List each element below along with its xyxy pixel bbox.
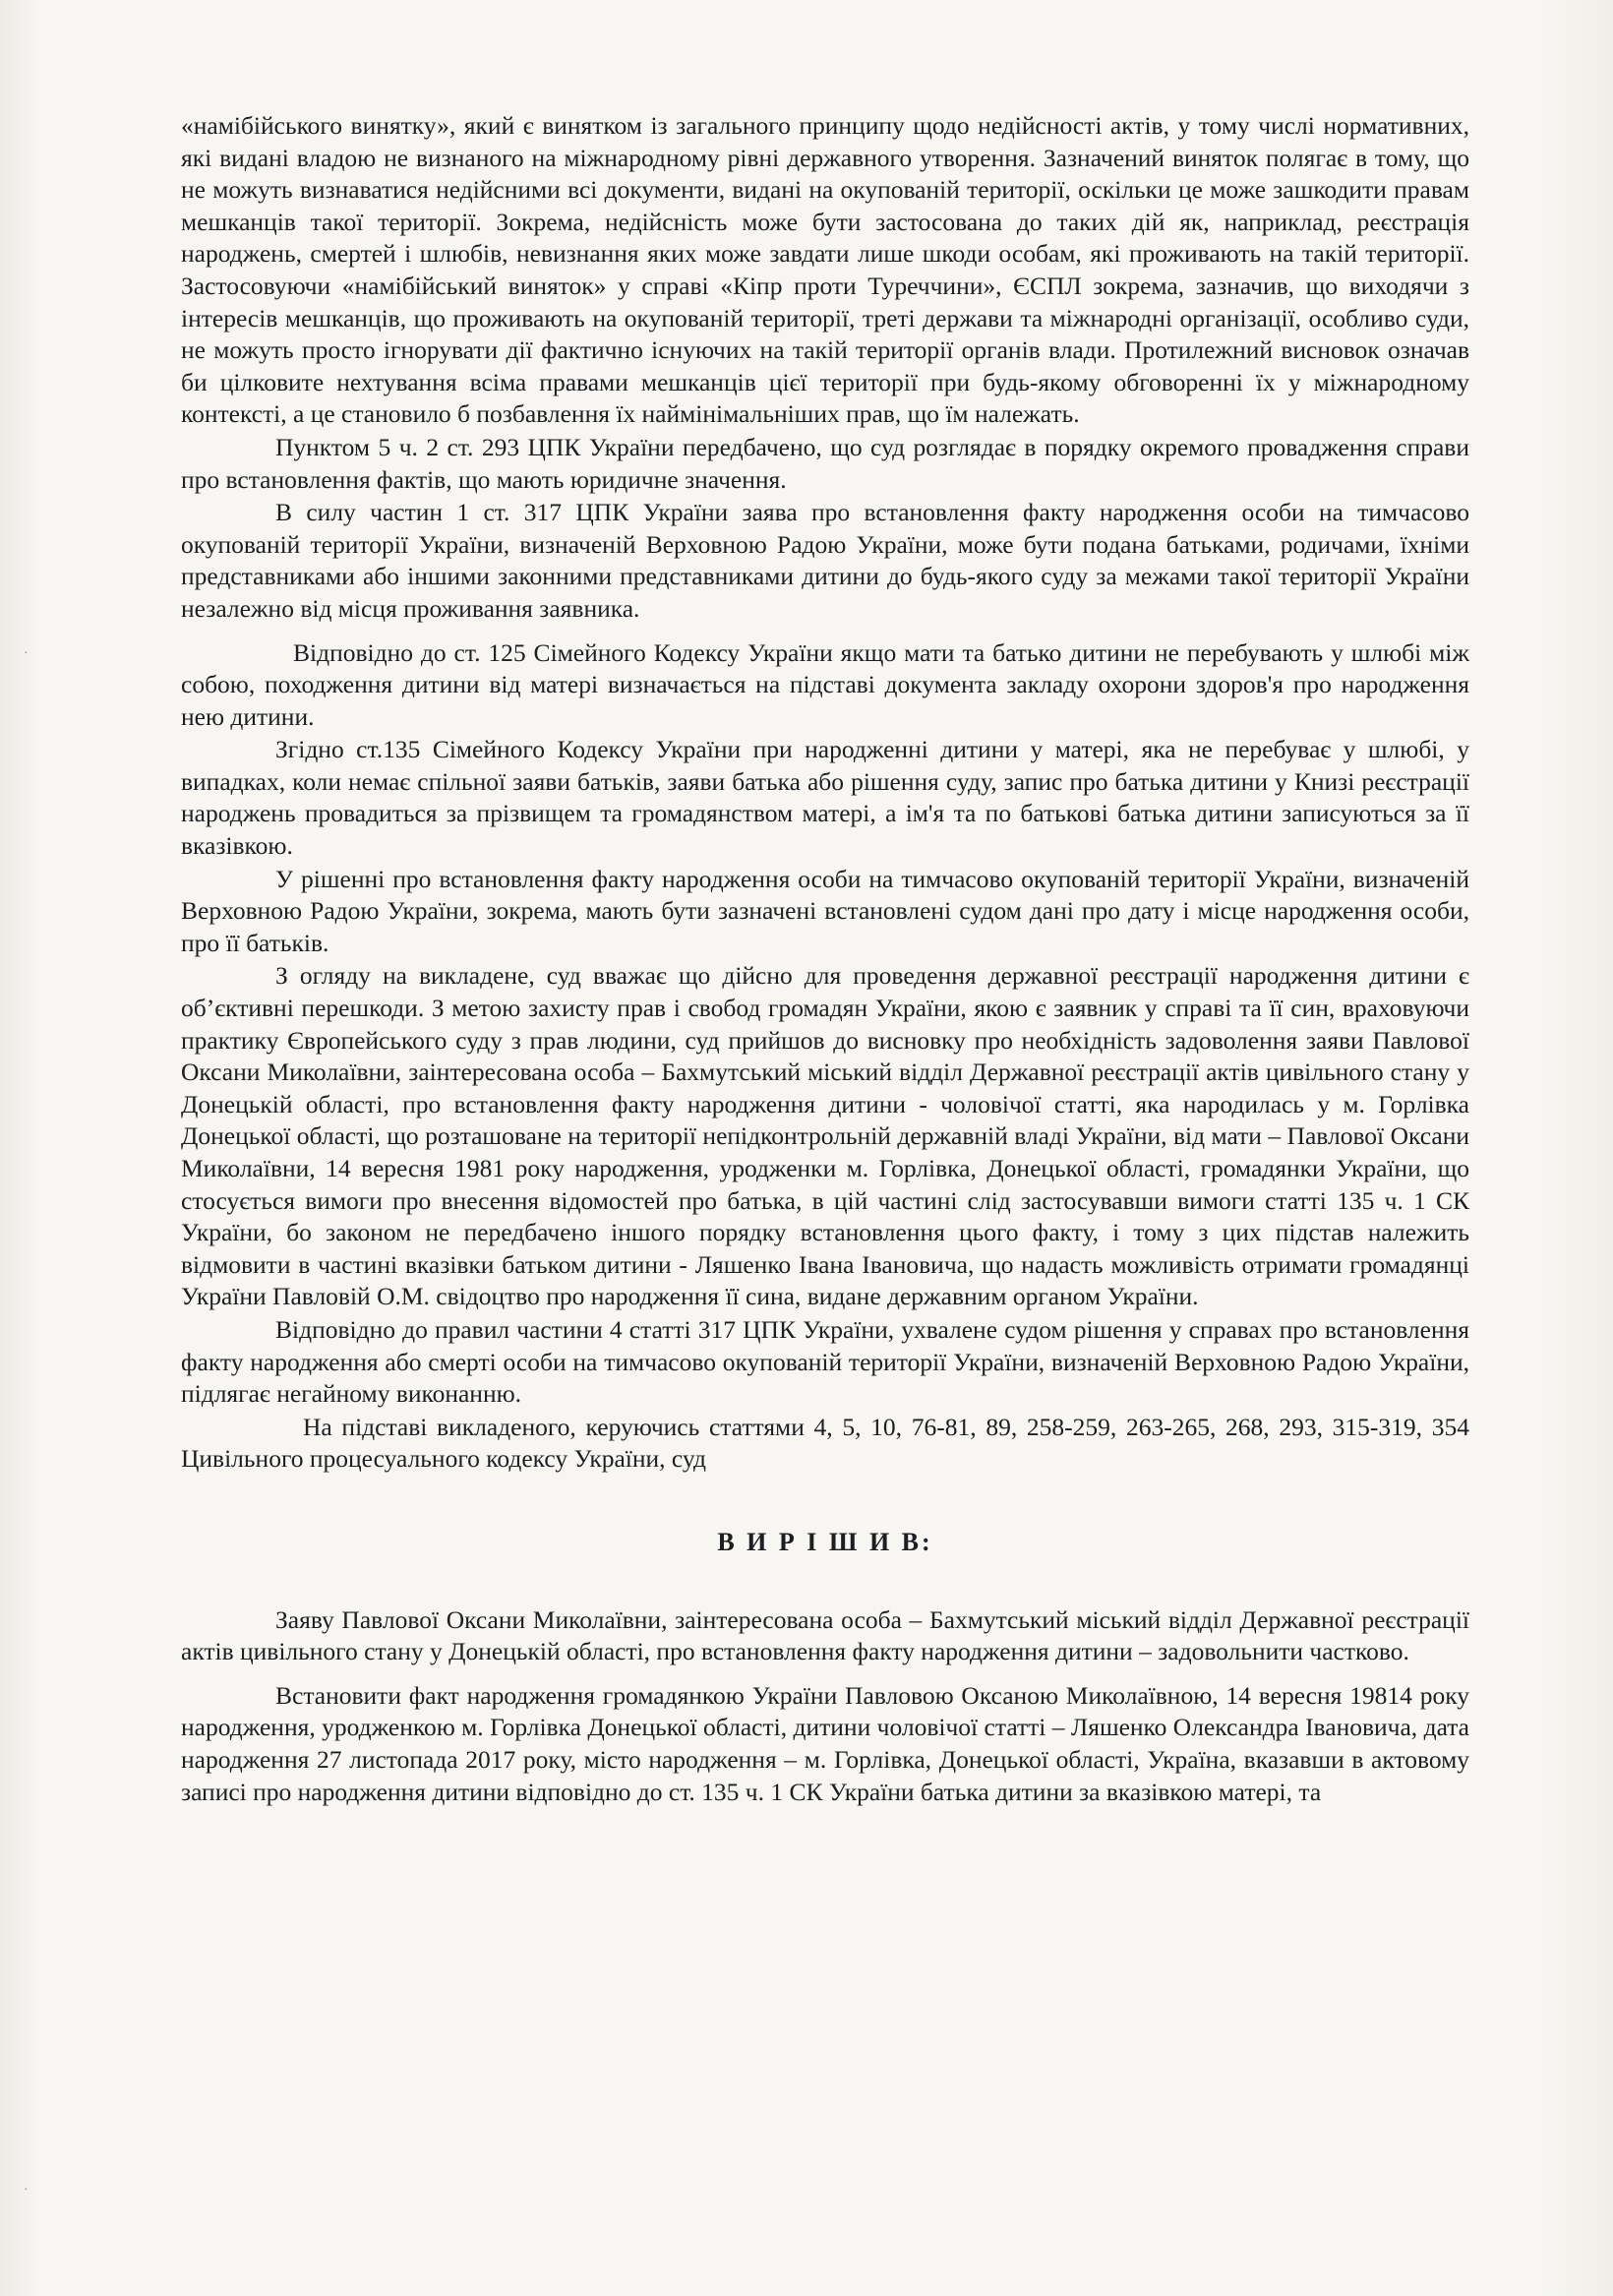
decision-heading: В И Р І Ш И В: xyxy=(717,1527,933,1556)
paragraph-family-code-135: Згідно ст.135 Сімейного Кодексу України при народженні дитини у матері, яка не перебуває у шлюбі, у випадках, коли немає спільної заяви батьків, заяви батька або рішення суду, запис про батька дитини у Книзі реєстрації народжень провадиться за прізвищем та громадянством матері, а ім'я та по батькові батька дитини записуються за її вказівкою. xyxy=(181,735,1469,861)
paragraph-namibian-exception: «намібійського винятку», який є винятком із загального принципу щодо недійсності актів, у тому числі нормативних, які видані владою не визнаного на міжнародному рівні державного утворення. Зазначений виняток полягає в тому, що не можуть визнаватися недійсними всі документи, видані на окупованій території, оскільки це може зашкодити правам мешканців такої території. Зокрема, недійсність може бути застосована до таких дій як, наприклад, реєстрація народжень, смертей і шлюбів, невизнання яких може завдати лише шкоди особам, які проживають на такій території. Застосовуючи «намібійський виняток» у справі «Кіпр проти Туреччини», ЄСПЛ зокрема, зазначив, що виходячи з інтересів мешканців, що проживають на окупованій території, треті держави та міжнародні організації, особливо суди, не можуть просто ігнорувати дії фактично існуючих на такій території органів влади. Протилежний висновок означав би цілковите нехтування всіма правами мешканців цієї території при будь-якому обговоренні їх у міжнародному контексті, а це становило б позбавлення їх наймінімальніших прав, що їм належать. xyxy=(181,111,1469,429)
paragraph-decision-contents: У рішенні про встановлення факту народження особи на тимчасово окупованій території України, визначеній Верховною Радою України, зокрема, мають бути зазначені встановлені судом дані про дату і місце народження особи, про її батьків. xyxy=(181,864,1469,957)
binding-hole-mark: · xyxy=(24,646,29,661)
paragraph-legal-basis: На підставі викладеного, керуючись статтями 4, 5, 10, 76-81, 89, 258-259, 263-265, 268, 293, 315-319, 354 Цивільного процесуального кодексу України, суд xyxy=(181,1412,1469,1474)
resolution-item-2: Встановити факт народження громадянкою України Павловою Оксаною Миколаївною, 14 вересня 19814 року народження, уродженкою м. Горлівка Донецької області, дитини чоловічої статті – Ляшенко Олександра Івановича, дата народження 27 листопада 2017 року, місто народження – м. Горлівка, Донецької області, Україна, вказавши в актовому записі про народження дитини відповідно до ст. 135 ч. 1 СК України батька дитини за вказівкою матері, та xyxy=(181,1680,1469,1806)
paragraph-article-293: Пунктом 5 ч. 2 ст. 293 ЦПК України передбачено, що суд розглядає в порядку окремого провадження справи про встановлення фактів, що мають юридичне значення. xyxy=(181,432,1469,494)
paragraph-immediate-execution: Відповідно до правил частини 4 статті 317 ЦПК України, ухвалене судом рішення у справах про встановлення факту народження або смерті особи на тимчасово окупованій території України, визначеній Верховною Радою України, підлягає негайному виконанню. xyxy=(181,1314,1469,1409)
paragraph-family-code-125: Відповідно до ст. 125 Сімейного Кодексу України якщо мати та батько дитини не перебувають у шлюбі між собою, походження дитини від матері визначається на підставі документа закладу охорони здоров'я про народження нею дитини. xyxy=(181,637,1469,731)
document-body xyxy=(181,110,1469,1808)
resolution-item-1: Заяву Павлової Оксани Миколаївни, заінтересована особа – Бахмутський міський відділ Державної реєстрації актів цивільного стану у Донецькій області, про встановлення факту народження дитини – задовольнити частково. xyxy=(181,1604,1469,1666)
binding-hole-mark: · xyxy=(24,2183,29,2198)
paragraph-court-conclusion: З огляду на викладене, суд вважає що дійсно для проведення державної реєстрації народження дитини є об’єктивні перешкоди. З метою захисту прав і свобод громадян України, якою є заявник у справі та її син, враховуючи практику Європейського суду з прав людини, суд прийшов до висновку про необхідність задоволення заяви Павлової Оксани Миколаївни, заінтересована особа – Бахмутський міський відділ Державної реєстрації актів цивільного стану у Донецькій області, про встановлення факту народження дитини - чоловічої статті, яка народилась у м. Горлівка Донецької області, що розташоване на території непідконтрольній державній владі України, від мати – Павлової Оксани Миколаївни, 14 вересня 1981 року народження, уродженки м. Горлівка, Донецької області, громадянки України, що стосується вимоги про внесення відомостей про батька, в цій частині слід застосувавши вимоги статті 135 ч. 1 СК України, бо законом не передбачено іншого порядку встановлення цього факту, і тому з цих підстав належить відмовити в частині вказівки батьком дитини - Ляшенко Івана Івановича, що надасть можливість отримати громадянці України Павловій О.М. свідоцтво про народження її сина, видане державним органом України. xyxy=(181,961,1469,1311)
paragraph-article-317: В силу частин 1 ст. 317 ЦПК України заява про встановлення факту народження особи на тимчасово окупованій території України, визначеній Верховною Радою України, може бути подана батьками, родичами, їхніми представниками або іншими законними представниками дитини до будь-якого суду за межами такої території України незалежно від місця проживання заявника. xyxy=(181,498,1469,623)
